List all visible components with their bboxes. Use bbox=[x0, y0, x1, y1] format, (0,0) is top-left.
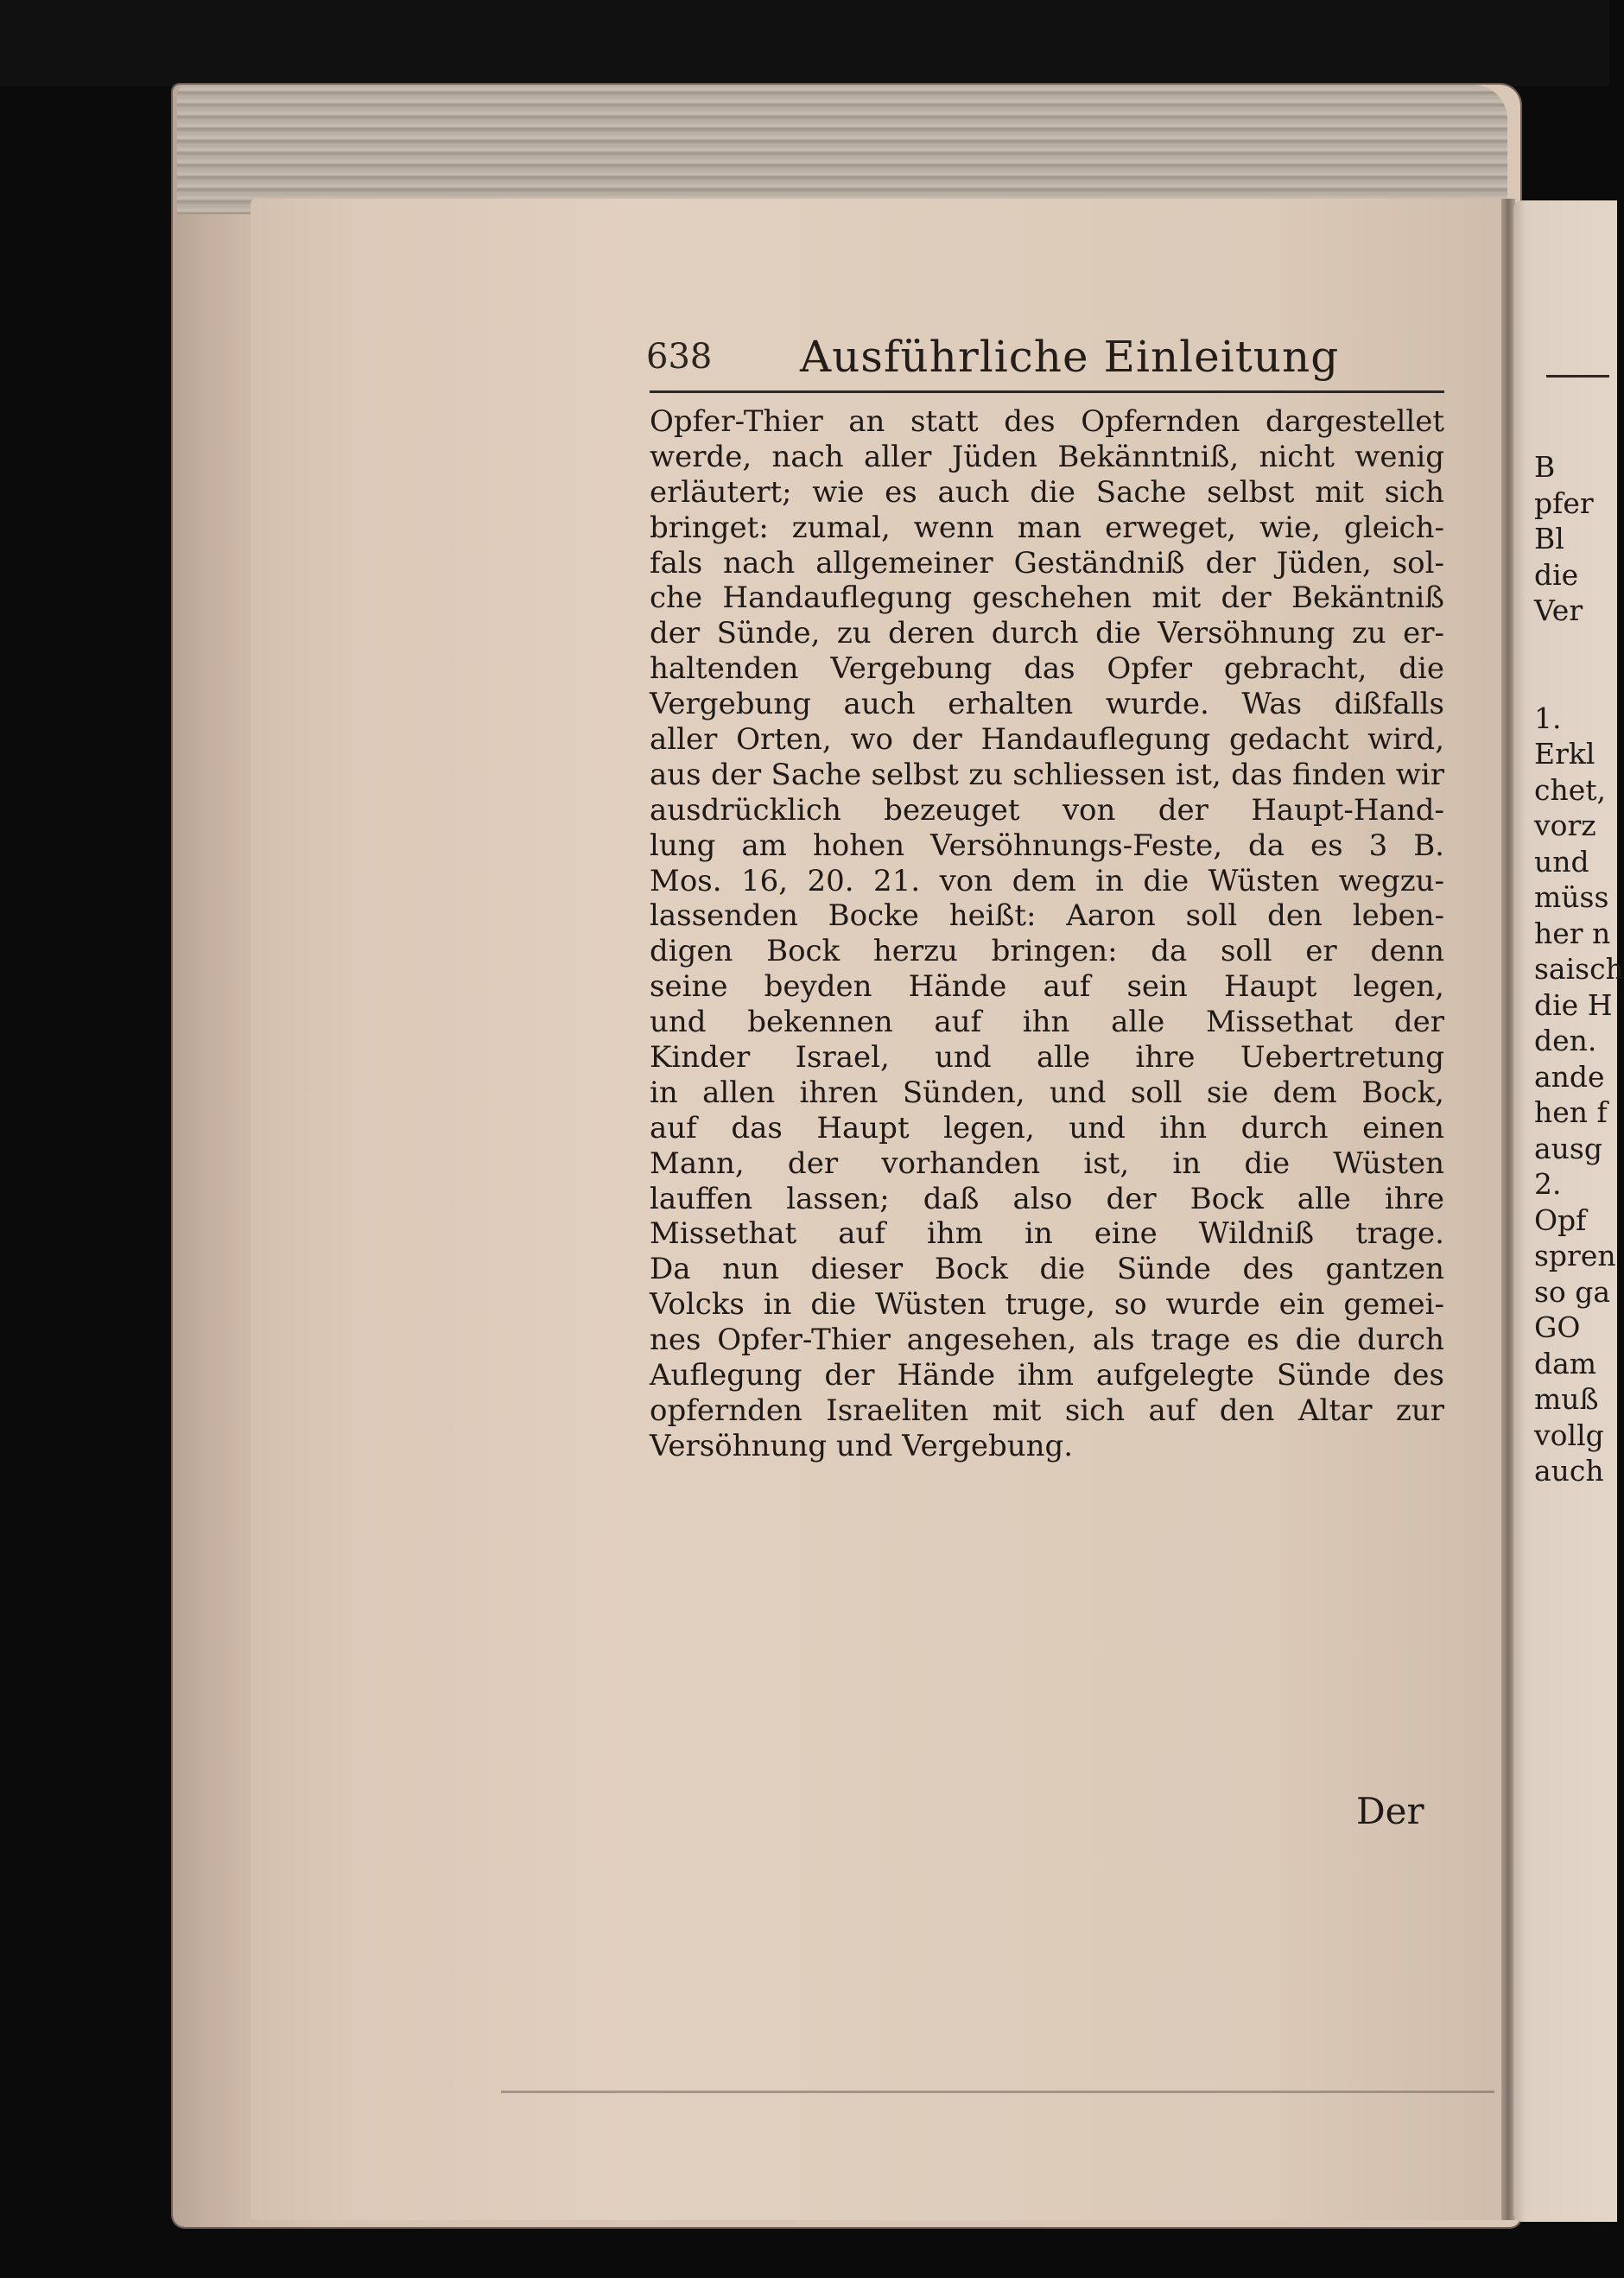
text-line: bringet: zumal, wenn man erweget, wie, gleich- bbox=[650, 510, 1444, 545]
text-line: Opfer-Thier an statt des Opfernden dargestellet bbox=[650, 404, 1444, 439]
facing-text-fragment: pfer bbox=[1534, 485, 1594, 520]
facing-text-fragment: spren bbox=[1534, 1239, 1616, 1272]
facing-text-fragment: ausg bbox=[1534, 1131, 1602, 1165]
facing-text-fragment: Bl bbox=[1534, 522, 1564, 555]
text-line: Versöhnung und Vergebung. bbox=[650, 1428, 1074, 1463]
text-line: opfernden Israeliten mit sich auf den Altar zur bbox=[650, 1393, 1444, 1428]
scan-background-top bbox=[0, 0, 1609, 86]
text-line: und bekennen auf ihn alle Missethat der bbox=[650, 1005, 1444, 1040]
text-line: nes Opfer-Thier angesehen, als trage es die durch bbox=[650, 1323, 1444, 1358]
facing-text-fragment: Erkl bbox=[1534, 737, 1595, 771]
facing-text-fragment: die H bbox=[1534, 987, 1613, 1022]
facing-text-fragment: GO bbox=[1534, 1310, 1581, 1344]
text-line: Da nun dieser Bock die Sünde des gantzen bbox=[650, 1252, 1444, 1287]
facing-text-fragment: auch bbox=[1534, 1454, 1604, 1488]
text-line: Volcks in die Wüsten truge, so wurde ein gemei- bbox=[650, 1287, 1444, 1323]
text-line: haltenden Vergebung das Opfer gebracht, die bbox=[650, 651, 1444, 687]
facing-text-fragment: die bbox=[1534, 557, 1579, 592]
text-line: lassenden Bocke heißt: Aaron soll den leben- bbox=[650, 898, 1444, 934]
facing-text-fragment: Ver bbox=[1534, 593, 1583, 627]
text-line: der Sünde, zu deren durch die Versöhnung zu er- bbox=[650, 616, 1444, 651]
text-line: aller Orten, wo der Handauflegung gedacht wird, bbox=[650, 722, 1444, 758]
text-line: digen Bock herzu bringen: da soll er denn bbox=[650, 934, 1444, 969]
text-line: auf das Haupt legen, und ihn durch einen bbox=[650, 1110, 1444, 1145]
facing-page-text bbox=[1534, 449, 1624, 1489]
facing-text-fragment: her n bbox=[1534, 916, 1611, 950]
page-edge-bottom-line bbox=[501, 2091, 1494, 2093]
facing-text-fragment: und bbox=[1534, 844, 1589, 879]
facing-text-fragment: B bbox=[1534, 450, 1556, 484]
facing-text-fragment: ande bbox=[1534, 1059, 1605, 1094]
text-line: fals nach allgemeiner Geständniß der Jüden, sol- bbox=[650, 545, 1444, 581]
text-line: ausdrücklich bezeuget von der Haupt-Hand- bbox=[650, 792, 1444, 828]
running-title: Ausführliche Einleitung bbox=[800, 332, 1340, 382]
text-line: in allen ihren Sünden, und soll sie dem Bock, bbox=[650, 1075, 1444, 1110]
text-line: werde, nach aller Jüden Bekänntniß, nicht wenig bbox=[650, 439, 1444, 474]
running-header bbox=[646, 332, 1469, 389]
facing-text-fragment: 2. bbox=[1534, 1167, 1562, 1201]
facing-text-fragment: müss bbox=[1534, 880, 1609, 914]
facing-text-fragment: chet, bbox=[1534, 772, 1607, 807]
facing-text-fragment: so ga bbox=[1534, 1274, 1611, 1309]
facing-text-fragment: 1. bbox=[1534, 701, 1562, 735]
page-edges-top bbox=[177, 85, 1507, 214]
text-line: aus der Sache selbst zu schliessen ist, das finden wir bbox=[650, 757, 1444, 792]
facing-text-fragment: den. bbox=[1534, 1024, 1597, 1057]
text-line: lung am hohen Versöhnungs-Feste, da es 3 B. bbox=[650, 828, 1444, 863]
text-line: Auflegung der Hände ihm aufgelegte Sünde des bbox=[650, 1358, 1444, 1393]
facing-text-fragment: vorz bbox=[1534, 809, 1596, 842]
facing-text-fragment: hen f bbox=[1534, 1095, 1608, 1129]
text-line: Mos. 16, 20. 21. von dem in die Wüsten wegzu- bbox=[650, 863, 1444, 898]
page-number: 638 bbox=[646, 337, 713, 377]
catchword: Der bbox=[1356, 1790, 1424, 1832]
text-line: che Handauflegung geschehen mit der Bekäntniß bbox=[650, 581, 1444, 616]
facing-text-fragment: muß bbox=[1534, 1382, 1599, 1416]
body-text bbox=[650, 404, 1444, 1464]
header-rule bbox=[650, 390, 1444, 393]
text-line: seine beyden Hände auf sein Haupt legen, bbox=[650, 969, 1444, 1005]
facing-text-fragment: Opf bbox=[1534, 1202, 1587, 1237]
facing-text-fragment bbox=[1534, 664, 1609, 701]
text-line: Mann, der vorhanden ist, in die Wüsten bbox=[650, 1145, 1444, 1181]
text-line: Vergebung auch erhalten wurde. Was dißfalls bbox=[650, 687, 1444, 722]
text-line: lauffen lassen; daß also der Bock alle ihre bbox=[650, 1181, 1444, 1216]
facing-text-fragment: dam bbox=[1534, 1346, 1597, 1380]
facing-page-header-rule bbox=[1546, 375, 1609, 378]
text-line: erläutert; wie es auch die Sache selbst mit sich bbox=[650, 474, 1444, 510]
facing-text-fragment: vollg bbox=[1534, 1418, 1604, 1452]
facing-text-fragment: saisch bbox=[1534, 952, 1624, 986]
facing-text-fragment bbox=[1534, 629, 1609, 665]
text-line: Kinder Israel, und alle ihre Uebertretung bbox=[650, 1040, 1444, 1076]
text-line: Missethat auf ihm in eine Wildniß trage. bbox=[650, 1216, 1444, 1252]
